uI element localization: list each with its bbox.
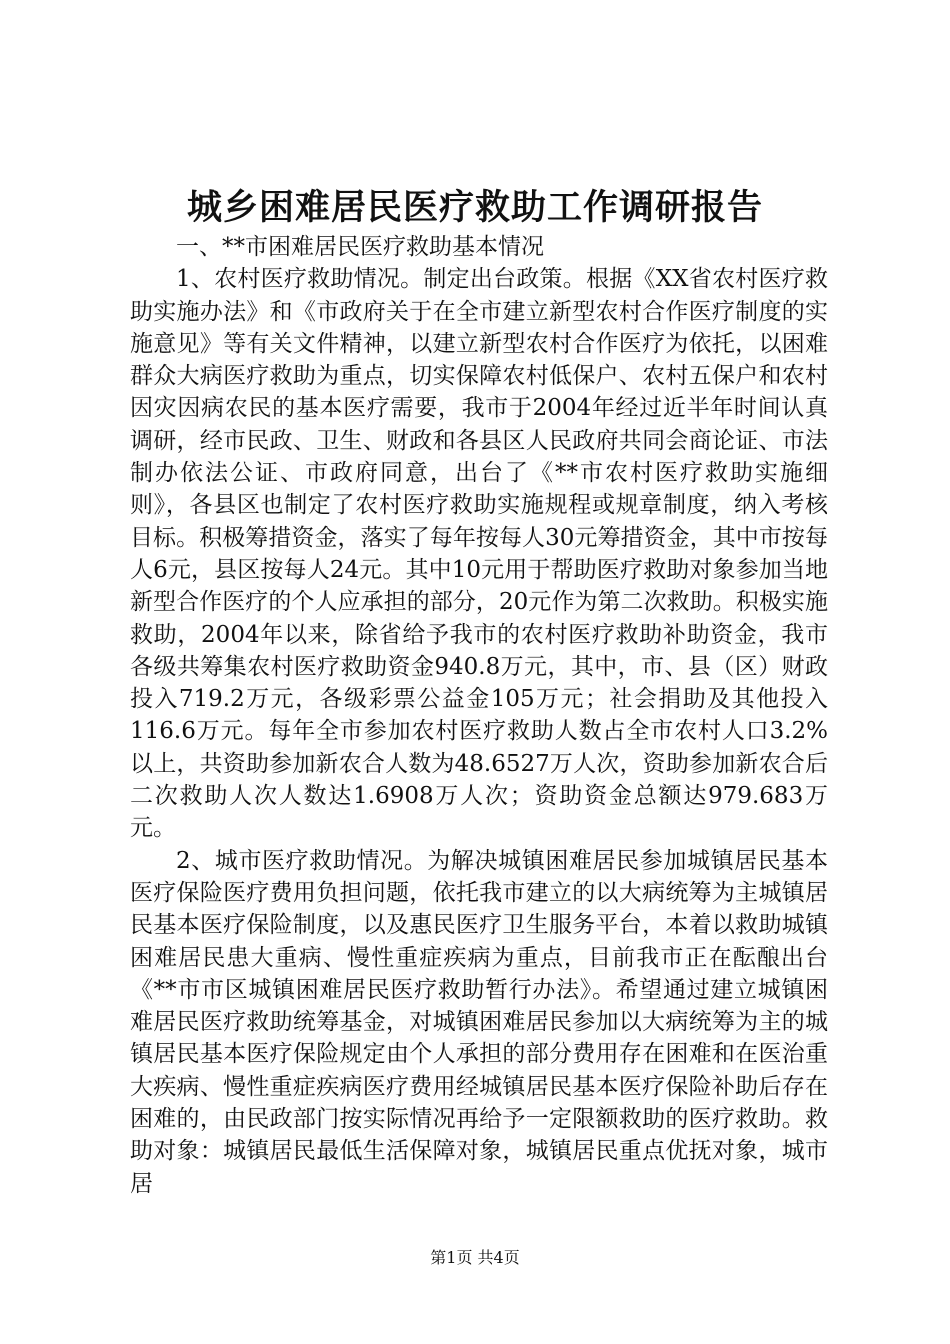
paragraph-urban-medical-aid: 2、城市医疗救助情况。为解决城镇困难居民参加城镇居民基本医疗保险医疗费用负担问题，依托我市建立的以大病统筹为主城镇居民基本医疗保险制度，以及惠民医疗卫生服务平台，本着以救助城镇困难居民患大重病、慢性重症疾病为重点，目前我市正在酝酿出台《**市市区城镇困难居民医疗救助暂行办法》。希望通过建立城镇困难居民医疗救助统筹基金，对城镇困难居民参加以大病统筹为主的城镇居民基本医疗保险规定由个人承担的部分费用存在困难和在医治重大疾病、慢性重症疾病医疗费用经城镇居民基本医疗保险补助后存在困难的，由民政部门按实际情况再给予一定限额救助的医疗救助。救助对象：城镇居民最低生活保障对象，城镇居民重点优抚对象，城市居 (130, 847, 828, 1197)
page-footer: 第1页 共4页 (430, 1248, 520, 1267)
document-body (130, 231, 828, 1200)
section-heading: 一、**市困难居民医疗救助基本情况 (176, 234, 544, 260)
paragraph-rural-medical-aid: 1、农村医疗救助情况。制定出台政策。根据《XX省农村医疗救助实施办法》和《市政府关于在全市建立新型农村合作医疗制度的实施意见》等有关文件精神，以建立新型农村合作医疗为依托，以困难群众大病医疗救助为重点，切实保障农村低保户、农村五保户和农村因灾因病农民的基本医疗需要，我市于2004年经过近半年时间认真调研，经市民政、卫生、财政和各县区人民政府共同会商论证、市法制办依法公证、市政府同意，出台了《**市农村医疗救助实施细则》，各县区也制定了农村医疗救助实施规程或规章制度，纳入考核目标。积极筹措资金，落实了每年按每人30元筹措资金，其中市按每人6元，县区按每人24元。其中10元用于帮助医疗救助对象参加当地新型合作医疗的个人应承担的部分，20元作为第二次救助。积极实施救助，2004年以来，除省给予我市的农村医疗救助补助资金，我市各级共筹集农村医疗救助资金940.8万元，其中，市、县（区）财政投入719.2万元，各级彩票公益金105万元；社会捐助及其他投入116.6万元。每年全市参加农村医疗救助人数占全市农村人口3.2%以上，共资助参加新农合人数为48.6527万人次，资助参加新农合后二次救助人次人数达1.6908万人次；资助资金总额达979.683万元。 (130, 266, 828, 842)
document-title: 城乡困难居民医疗救助工作调研报告 (186, 187, 763, 228)
